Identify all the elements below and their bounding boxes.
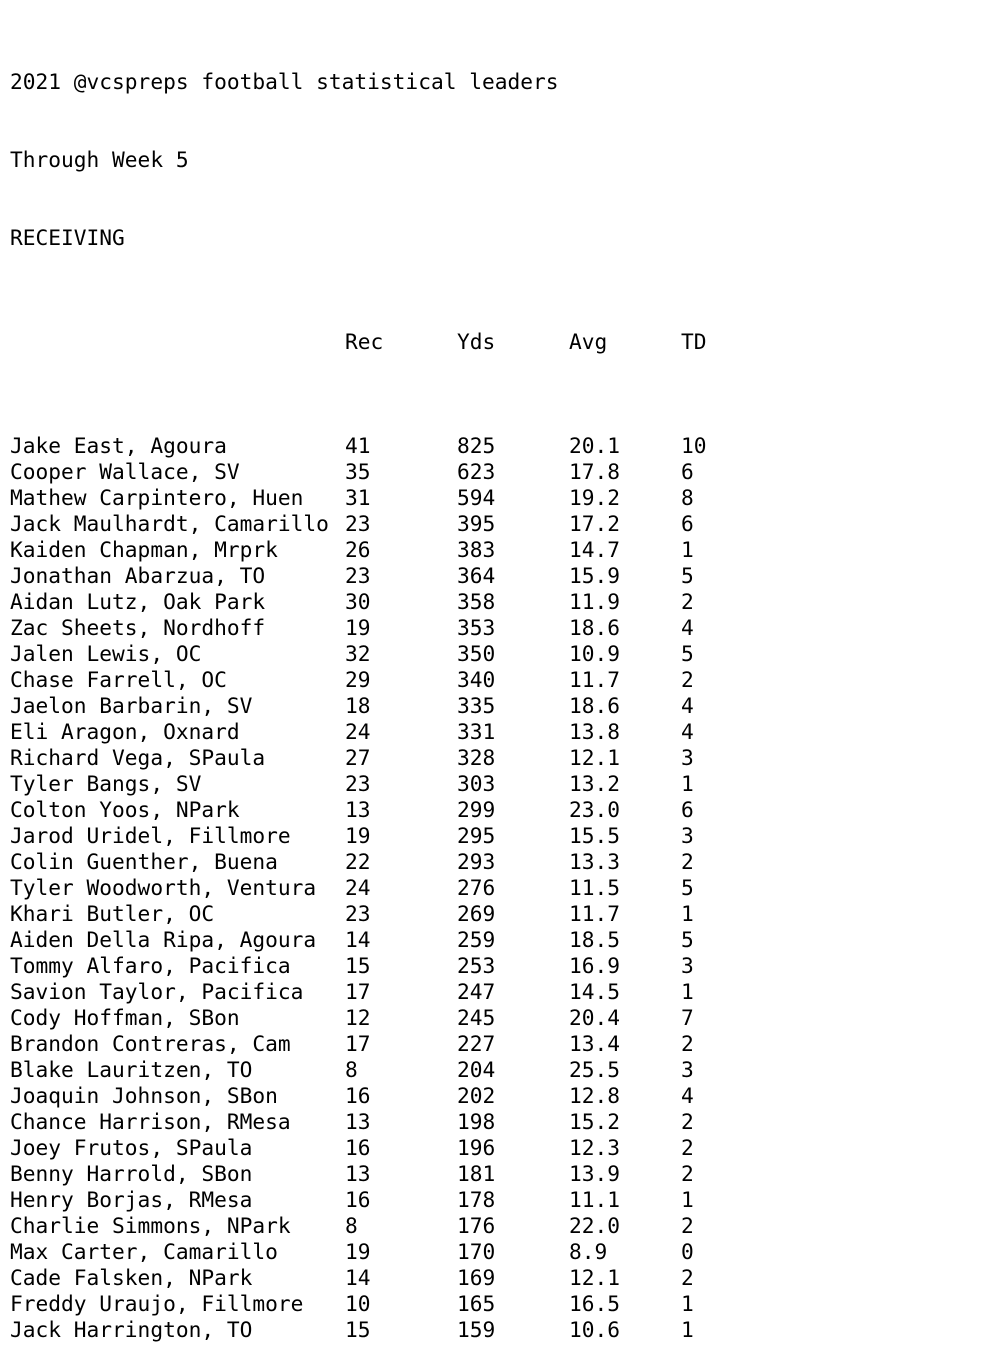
- table-row: [10, 1265, 694, 1291]
- table-row: [10, 1317, 694, 1343]
- player-name-cell: Chase Farrell, OC: [10, 667, 227, 692]
- table-row: [10, 693, 694, 719]
- avg-cell: 10.9: [569, 641, 621, 666]
- td-cell: 2: [681, 667, 694, 692]
- column-header-yds: Yds: [457, 329, 496, 354]
- table-row: [10, 615, 694, 641]
- avg-cell: 12.8: [569, 1083, 621, 1108]
- yds-cell: 276: [457, 875, 496, 900]
- avg-cell: 10.6: [569, 1317, 621, 1342]
- avg-cell: 11.1: [569, 1187, 621, 1212]
- td-cell: 5: [681, 641, 694, 666]
- table-row: [10, 1161, 694, 1187]
- yds-cell: 269: [457, 901, 496, 926]
- table-row: [10, 511, 694, 537]
- player-name-cell: Joey Frutos, SPaula: [10, 1135, 253, 1160]
- td-cell: 2: [681, 589, 694, 614]
- table-row: [10, 1239, 694, 1265]
- player-name-cell: Eli Aragon, Oxnard: [10, 719, 240, 744]
- table-body: [10, 433, 707, 1343]
- avg-cell: 18.6: [569, 693, 621, 718]
- player-name-cell: Cody Hoffman, SBon: [10, 1005, 240, 1030]
- stats-document: [10, 17, 707, 1369]
- table-row: [10, 719, 694, 745]
- yds-cell: 227: [457, 1031, 496, 1056]
- rec-cell: 35: [345, 459, 371, 484]
- avg-cell: 15.9: [569, 563, 621, 588]
- td-cell: 1: [681, 979, 694, 1004]
- avg-cell: 20.1: [569, 433, 621, 458]
- rec-cell: 16: [345, 1187, 371, 1212]
- avg-cell: 11.7: [569, 901, 621, 926]
- table-row: [10, 1187, 694, 1213]
- rec-cell: 15: [345, 1317, 371, 1342]
- rec-cell: 22: [345, 849, 371, 874]
- td-cell: 2: [681, 1161, 694, 1186]
- rec-cell: 19: [345, 1239, 371, 1264]
- table-row: [10, 823, 694, 849]
- player-name-cell: Charlie Simmons, NPark: [10, 1213, 291, 1238]
- player-name-cell: Joaquin Johnson, SBon: [10, 1083, 278, 1108]
- yds-cell: 299: [457, 797, 496, 822]
- player-name-cell: Tommy Alfaro, Pacifica: [10, 953, 291, 978]
- rec-cell: 14: [345, 927, 371, 952]
- player-name-cell: Aidan Lutz, Oak Park: [10, 589, 266, 614]
- rec-cell: 19: [345, 823, 371, 848]
- rec-cell: 41: [345, 433, 371, 458]
- rec-cell: 23: [345, 771, 371, 796]
- table-row: [10, 1057, 694, 1083]
- player-name-cell: Jack Harrington, TO: [10, 1317, 253, 1342]
- rec-cell: 26: [345, 537, 371, 562]
- avg-cell: 13.3: [569, 849, 621, 874]
- td-cell: 5: [681, 927, 694, 952]
- table-row: [10, 1291, 694, 1317]
- td-cell: 2: [681, 1109, 694, 1134]
- table-row: [10, 1213, 694, 1239]
- td-cell: 2: [681, 849, 694, 874]
- td-cell: 6: [681, 797, 694, 822]
- avg-cell: 8.9: [569, 1239, 608, 1264]
- table-row: [10, 1005, 694, 1031]
- player-name-cell: Colton Yoos, NPark: [10, 797, 240, 822]
- player-name-cell: Jake East, Agoura: [10, 433, 227, 458]
- yds-cell: 178: [457, 1187, 496, 1212]
- player-name-cell: Henry Borjas, RMesa: [10, 1187, 253, 1212]
- yds-cell: 364: [457, 563, 496, 588]
- yds-cell: 350: [457, 641, 496, 666]
- yds-cell: 170: [457, 1239, 496, 1264]
- player-name-cell: Tyler Bangs, SV: [10, 771, 202, 796]
- avg-cell: 18.5: [569, 927, 621, 952]
- td-cell: 4: [681, 693, 694, 718]
- player-name-cell: Jaelon Barbarin, SV: [10, 693, 253, 718]
- yds-cell: 204: [457, 1057, 496, 1082]
- player-name-cell: Tyler Woodworth, Ventura: [10, 875, 317, 900]
- player-name-cell: Chance Harrison, RMesa: [10, 1109, 291, 1134]
- td-cell: 1: [681, 1317, 694, 1342]
- td-cell: 2: [681, 1135, 694, 1160]
- avg-cell: 12.1: [569, 1265, 621, 1290]
- player-name-cell: Aiden Della Ripa, Agoura: [10, 927, 317, 952]
- yds-cell: 159: [457, 1317, 496, 1342]
- yds-cell: 340: [457, 667, 496, 692]
- table-row: [10, 485, 694, 511]
- avg-cell: 18.6: [569, 615, 621, 640]
- avg-cell: 15.2: [569, 1109, 621, 1134]
- table-row: [10, 927, 694, 953]
- table-header-row: [10, 329, 707, 355]
- yds-cell: 247: [457, 979, 496, 1004]
- yds-cell: 383: [457, 537, 496, 562]
- player-name-cell: Max Carter, Camarillo: [10, 1239, 278, 1264]
- player-name-cell: Khari Butler, OC: [10, 901, 215, 926]
- td-cell: 1: [681, 1187, 694, 1212]
- column-header-avg: Avg: [569, 329, 608, 354]
- yds-cell: 176: [457, 1213, 496, 1238]
- avg-cell: 16.5: [569, 1291, 621, 1316]
- rec-cell: 18: [345, 693, 371, 718]
- player-name-cell: Cade Falsken, NPark: [10, 1265, 253, 1290]
- player-name-cell: Jonathan Abarzua, TO: [10, 563, 266, 588]
- yds-cell: 594: [457, 485, 496, 510]
- td-cell: 5: [681, 875, 694, 900]
- rec-cell: 10: [345, 1291, 371, 1316]
- avg-cell: 16.9: [569, 953, 621, 978]
- rec-cell: 30: [345, 589, 371, 614]
- avg-cell: 23.0: [569, 797, 621, 822]
- avg-cell: 20.4: [569, 1005, 621, 1030]
- table-row: [10, 459, 694, 485]
- player-name-cell: Brandon Contreras, Cam: [10, 1031, 291, 1056]
- td-cell: 5: [681, 563, 694, 588]
- avg-cell: 11.9: [569, 589, 621, 614]
- column-header-td: TD: [681, 329, 707, 354]
- player-name-cell: Richard Vega, SPaula: [10, 745, 266, 770]
- yds-cell: 165: [457, 1291, 496, 1316]
- yds-cell: 202: [457, 1083, 496, 1108]
- rec-cell: 27: [345, 745, 371, 770]
- avg-cell: 13.9: [569, 1161, 621, 1186]
- table-row: [10, 745, 694, 771]
- player-name-cell: Jalen Lewis, OC: [10, 641, 202, 666]
- avg-cell: 19.2: [569, 485, 621, 510]
- td-cell: 2: [681, 1265, 694, 1290]
- avg-cell: 13.8: [569, 719, 621, 744]
- rec-cell: 17: [345, 979, 371, 1004]
- table-row: [10, 537, 694, 563]
- player-name-cell: Jarod Uridel, Fillmore: [10, 823, 291, 848]
- avg-cell: 11.5: [569, 875, 621, 900]
- table-row: [10, 589, 694, 615]
- player-name-cell: Zac Sheets, Nordhoff: [10, 615, 266, 640]
- td-cell: 10: [681, 433, 707, 458]
- avg-cell: 25.5: [569, 1057, 621, 1082]
- rec-cell: 32: [345, 641, 371, 666]
- rec-cell: 23: [345, 511, 371, 536]
- yds-cell: 245: [457, 1005, 496, 1030]
- rec-cell: 23: [345, 901, 371, 926]
- rec-cell: 16: [345, 1083, 371, 1108]
- column-header-rec: Rec: [345, 329, 384, 354]
- td-cell: 3: [681, 953, 694, 978]
- document-title: 2021 @vcspreps football statistical leaders: [10, 69, 559, 94]
- rec-cell: 14: [345, 1265, 371, 1290]
- avg-cell: 14.7: [569, 537, 621, 562]
- td-cell: 6: [681, 511, 694, 536]
- avg-cell: 22.0: [569, 1213, 621, 1238]
- yds-cell: 395: [457, 511, 496, 536]
- avg-cell: 12.1: [569, 745, 621, 770]
- table-row: [10, 901, 694, 927]
- td-cell: 4: [681, 719, 694, 744]
- yds-cell: 293: [457, 849, 496, 874]
- table-row: [10, 667, 694, 693]
- avg-cell: 12.3: [569, 1135, 621, 1160]
- td-cell: 4: [681, 615, 694, 640]
- yds-cell: 169: [457, 1265, 496, 1290]
- yds-cell: 825: [457, 433, 496, 458]
- td-cell: 2: [681, 1031, 694, 1056]
- avg-cell: 17.8: [569, 459, 621, 484]
- rec-cell: 17: [345, 1031, 371, 1056]
- player-name-cell: Freddy Uraujo, Fillmore: [10, 1291, 304, 1316]
- avg-cell: 13.2: [569, 771, 621, 796]
- avg-cell: 14.5: [569, 979, 621, 1004]
- player-name-cell: Jack Maulhardt, Camarillo: [10, 511, 329, 536]
- table-row: [10, 875, 694, 901]
- td-cell: 6: [681, 459, 694, 484]
- td-cell: 2: [681, 1213, 694, 1238]
- player-name-cell: Mathew Carpintero, Huen: [10, 485, 304, 510]
- rec-cell: 23: [345, 563, 371, 588]
- td-cell: 8: [681, 485, 694, 510]
- rec-cell: 8: [345, 1213, 358, 1238]
- table-row: [10, 953, 694, 979]
- table-row: [10, 771, 694, 797]
- rec-cell: 13: [345, 1109, 371, 1134]
- avg-cell: 17.2: [569, 511, 621, 536]
- td-cell: 7: [681, 1005, 694, 1030]
- td-cell: 1: [681, 1291, 694, 1316]
- rec-cell: 15: [345, 953, 371, 978]
- td-cell: 1: [681, 537, 694, 562]
- td-cell: 4: [681, 1083, 694, 1108]
- yds-cell: 295: [457, 823, 496, 848]
- rec-cell: 19: [345, 615, 371, 640]
- yds-cell: 181: [457, 1161, 496, 1186]
- player-name-cell: Savion Taylor, Pacifica: [10, 979, 304, 1004]
- document-subtitle: Through Week 5: [10, 147, 189, 172]
- table-row: [10, 1109, 694, 1135]
- yds-cell: 623: [457, 459, 496, 484]
- td-cell: 3: [681, 745, 694, 770]
- table-row: [10, 797, 694, 823]
- player-name-cell: Cooper Wallace, SV: [10, 459, 240, 484]
- yds-cell: 353: [457, 615, 496, 640]
- yds-cell: 335: [457, 693, 496, 718]
- player-name-cell: Colin Guenther, Buena: [10, 849, 278, 874]
- td-cell: 3: [681, 1057, 694, 1082]
- rec-cell: 16: [345, 1135, 371, 1160]
- table-row: [10, 641, 694, 667]
- yds-cell: 358: [457, 589, 496, 614]
- table-row: [10, 849, 694, 875]
- td-cell: 1: [681, 771, 694, 796]
- td-cell: 1: [681, 901, 694, 926]
- yds-cell: 328: [457, 745, 496, 770]
- table-row: [10, 1031, 694, 1057]
- table-row: [10, 979, 694, 1005]
- yds-cell: 198: [457, 1109, 496, 1134]
- rec-cell: 29: [345, 667, 371, 692]
- player-name-cell: Benny Harrold, SBon: [10, 1161, 253, 1186]
- rec-cell: 12: [345, 1005, 371, 1030]
- player-name-cell: Kaiden Chapman, Mrprk: [10, 537, 278, 562]
- yds-cell: 196: [457, 1135, 496, 1160]
- yds-cell: 303: [457, 771, 496, 796]
- avg-cell: 11.7: [569, 667, 621, 692]
- td-cell: 3: [681, 823, 694, 848]
- yds-cell: 331: [457, 719, 496, 744]
- yds-cell: 253: [457, 953, 496, 978]
- rec-cell: 31: [345, 485, 371, 510]
- avg-cell: 13.4: [569, 1031, 621, 1056]
- avg-cell: 15.5: [569, 823, 621, 848]
- rec-cell: 24: [345, 875, 371, 900]
- yds-cell: 259: [457, 927, 496, 952]
- td-cell: 0: [681, 1239, 694, 1264]
- rec-cell: 13: [345, 1161, 371, 1186]
- player-name-cell: Blake Lauritzen, TO: [10, 1057, 253, 1082]
- rec-cell: 24: [345, 719, 371, 744]
- rec-cell: 13: [345, 797, 371, 822]
- table-row: [10, 1135, 694, 1161]
- table-row: [10, 433, 707, 459]
- rec-cell: 8: [345, 1057, 358, 1082]
- section-heading: RECEIVING: [10, 225, 125, 250]
- table-row: [10, 563, 694, 589]
- table-row: [10, 1083, 694, 1109]
